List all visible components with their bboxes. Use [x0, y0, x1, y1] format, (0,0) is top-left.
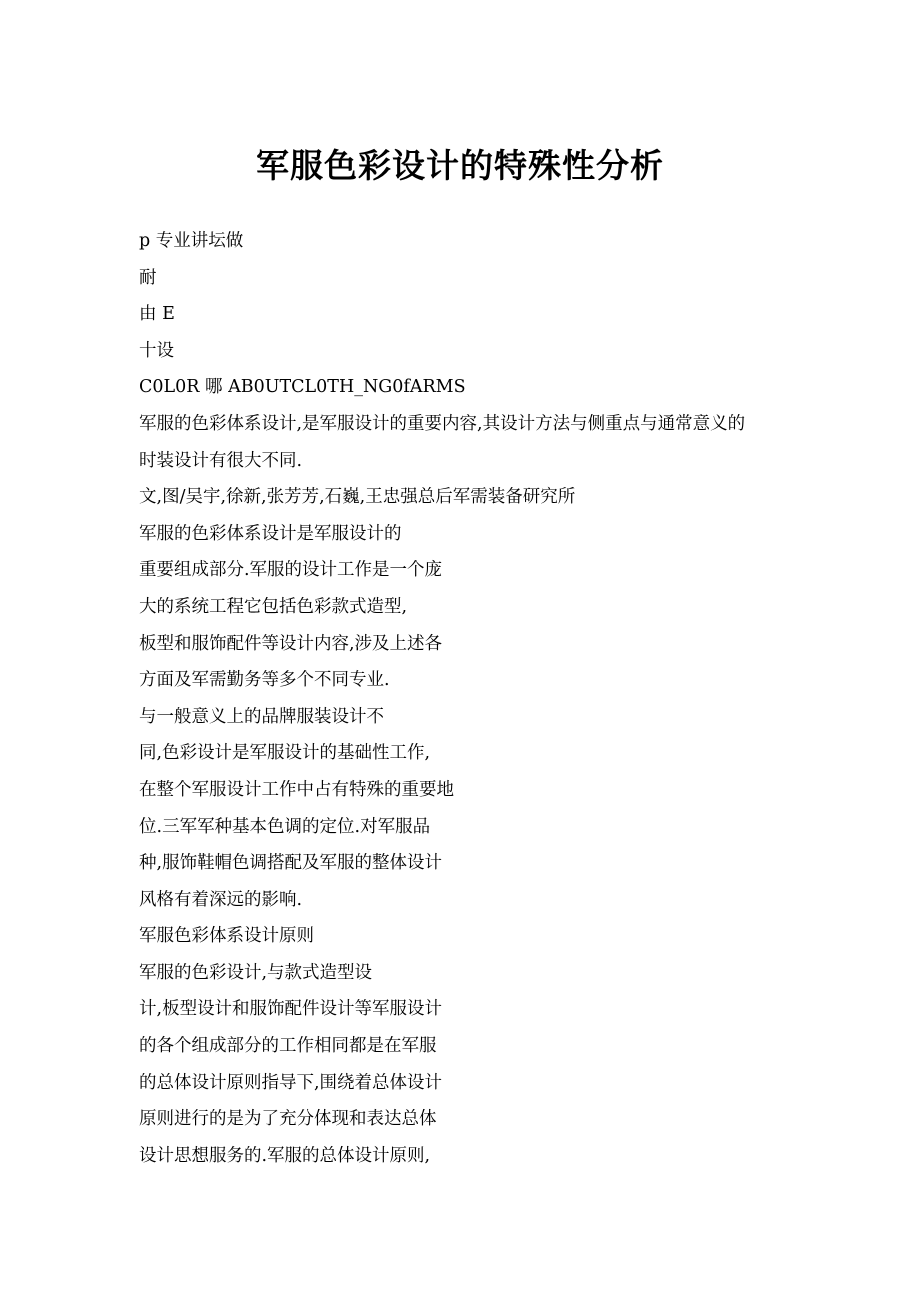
text-line: 十设: [139, 340, 174, 361]
text-line: 的总体设计原则指导下,围绕着总体设计: [139, 1072, 443, 1093]
document-title: 军服色彩设计的特殊性分析: [256, 146, 664, 185]
text-line: 同,色彩设计是军服设计的基础性工作,: [139, 743, 431, 764]
text-line: 重要组成部分.军服的设计工作是一个庞: [139, 560, 443, 581]
text-line: 军服的色彩设计,与款式造型设: [139, 962, 373, 983]
text-line: p 专业讲坛做: [139, 231, 244, 251]
text-line: 位.三军军种基本色调的定位.对军服品: [139, 816, 431, 837]
text-line: 耐: [139, 267, 157, 288]
text-line: 计,板型设计和服饰配件设计等军服设计: [139, 999, 443, 1020]
text-line: 风格有着深远的影响.: [139, 889, 303, 910]
text-line: 与一般意义上的品牌服装设计不: [139, 706, 384, 727]
section-heading: 军服色彩体系设计原则: [139, 926, 314, 947]
text-line: 军服的色彩体系设计是军服设计的: [139, 523, 402, 544]
document-body: [139, 223, 799, 1174]
text-line: 板型和服饰配件等设计内容,涉及上述各: [139, 633, 443, 654]
text-line: 的各个组成部分的工作相同都是在军服: [139, 1036, 437, 1057]
text-line: 由 E: [139, 304, 175, 325]
text-line: 军服的色彩体系设计,是军服设计的重要内容,其设计方法与侧重点与通常意义的: [139, 413, 746, 434]
text-line: 原则进行的是为了充分体现和表达总体: [139, 1109, 437, 1130]
text-line: 大的系统工程它包括色彩款式造型,: [139, 596, 408, 617]
text-line: 在整个军服设计工作中占有特殊的重要地: [139, 779, 454, 800]
text-line: C0L0R 哪 AB0UTCL0TH_NG0fARMS: [139, 377, 466, 398]
text-line: 时装设计有很大不同.: [139, 450, 303, 471]
text-line: 种,服饰鞋帽色调搭配及军服的整体设计: [139, 853, 443, 874]
text-line: 设计思想服务的.军服的总体设计原则,: [139, 1145, 431, 1166]
text-line: 方面及军需勤务等多个不同专业.: [139, 670, 390, 691]
author-line: 文,图/吴宇,徐新,张芳芳,石巍,王忠强总后军需装备研究所: [139, 487, 576, 508]
